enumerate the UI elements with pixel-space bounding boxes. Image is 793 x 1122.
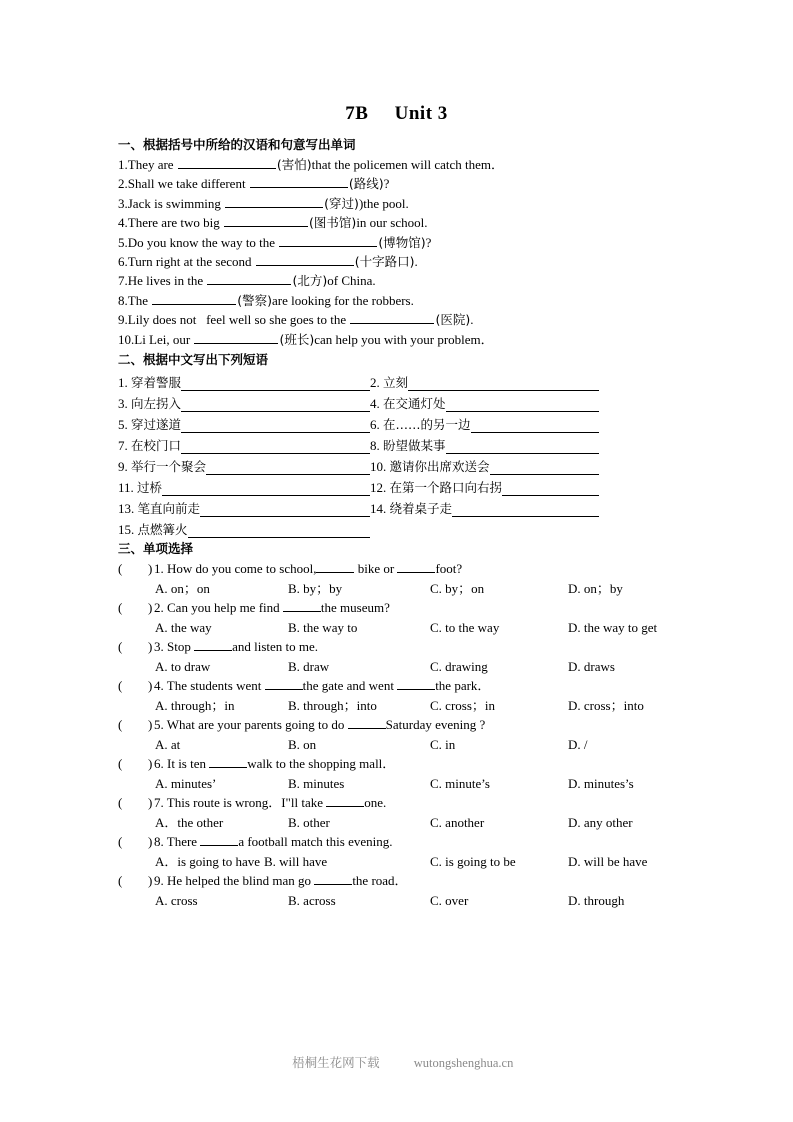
sentence-text-before: 1.They are xyxy=(118,157,177,172)
mc-option[interactable]: D. draws xyxy=(568,658,615,674)
mc-options-row xyxy=(118,813,678,833)
phrase-cell xyxy=(118,500,370,517)
mc-option[interactable]: A. through；in xyxy=(155,697,235,713)
answer-blank[interactable] xyxy=(397,560,435,573)
phrase-chinese-text: 邀请你出席欢送会 xyxy=(389,459,490,475)
mc-question-number: 2. xyxy=(154,600,167,616)
answer-bracket-close[interactable]: ) xyxy=(148,756,153,772)
answer-bracket-open: ( xyxy=(118,639,123,655)
answer-bracket-close[interactable]: ) xyxy=(148,717,153,733)
answer-blank[interactable] xyxy=(194,331,278,344)
sentence-text-after: . xyxy=(470,312,474,328)
phrase-cell xyxy=(370,416,599,433)
chinese-hint: (医院) xyxy=(435,312,471,328)
answer-blank[interactable] xyxy=(471,418,599,433)
answer-blank[interactable] xyxy=(265,677,303,690)
answer-blank[interactable] xyxy=(207,272,291,285)
mc-question xyxy=(118,676,678,696)
mc-question-stem xyxy=(154,754,395,774)
mc-options-row xyxy=(118,891,678,911)
answer-blank[interactable] xyxy=(162,481,370,496)
phrase-cell xyxy=(118,437,370,454)
page-title: 7B Unit 3 xyxy=(345,103,448,124)
mc-option[interactable]: C. over xyxy=(430,892,469,908)
mc-question xyxy=(118,793,678,813)
mc-question-number: 8. xyxy=(154,834,167,850)
phrase-number: 10. xyxy=(370,459,390,475)
phrase-cell xyxy=(370,374,599,391)
answer-blank[interactable] xyxy=(200,833,238,846)
sentence-text-before: 7.He lives in the xyxy=(118,273,207,289)
phrase-chinese-text: 向左拐入 xyxy=(131,396,182,412)
phrase-number: 3. xyxy=(118,396,131,412)
answer-blank[interactable] xyxy=(408,376,599,391)
sentence-text-before: 8.The xyxy=(118,292,152,308)
mc-question-number: 4. xyxy=(154,678,167,694)
answer-blank[interactable] xyxy=(194,638,232,651)
mc-stem-text: the road． xyxy=(352,873,408,889)
mc-question xyxy=(118,832,678,852)
mc-option[interactable]: B. by；by xyxy=(288,580,343,596)
phrase-chinese-text: 绕着桌子走 xyxy=(389,501,453,517)
mc-option[interactable]: B. on xyxy=(288,736,317,752)
mc-question xyxy=(118,871,678,891)
phrase-cell xyxy=(370,437,599,454)
chinese-hint: (穿过) xyxy=(324,195,359,211)
answer-blank[interactable] xyxy=(502,481,599,496)
phrase-chinese-text: 笔直向前走 xyxy=(137,501,201,517)
answer-blank[interactable] xyxy=(181,439,370,454)
fill-blank-item xyxy=(118,310,678,329)
mc-stem-text: bike or xyxy=(354,561,398,577)
mc-stem-text: It is ten xyxy=(167,756,210,772)
phrase-number: 9. xyxy=(118,459,131,475)
chinese-hint: (十字路口) xyxy=(354,254,415,270)
mc-option[interactable]: C. cross；in xyxy=(430,697,496,713)
mc-option[interactable]: D. any other xyxy=(568,814,633,830)
answer-blank[interactable] xyxy=(181,418,370,433)
phrase-number: 14. xyxy=(370,501,390,517)
answer-bracket-close[interactable]: ) xyxy=(148,678,153,694)
answer-bracket-close[interactable]: ) xyxy=(148,639,153,655)
phrase-cell xyxy=(118,521,370,538)
phrase-chinese-text: 立刻 xyxy=(383,375,409,391)
mc-stem-text: the gate and went xyxy=(302,678,398,694)
mc-stem-text: There xyxy=(166,834,201,850)
answer-bracket-open: ( xyxy=(118,717,123,733)
mc-option[interactable]: C. in xyxy=(430,736,456,752)
mc-question-stem xyxy=(154,793,386,813)
mc-question-number: 5. xyxy=(154,717,167,733)
mc-option[interactable]: A. on；on xyxy=(155,580,210,596)
answer-blank[interactable] xyxy=(490,460,599,475)
answer-blank[interactable] xyxy=(316,560,354,573)
phrase-number: 2. xyxy=(370,375,383,391)
phrase-row xyxy=(118,391,678,412)
mc-question-stem xyxy=(154,715,485,735)
mc-question-number: 3. xyxy=(154,639,167,655)
mc-question-number: 1. xyxy=(154,561,167,577)
mc-option[interactable]: C. another xyxy=(430,814,485,830)
footer-url: wutongshenghua.cn xyxy=(413,1056,514,1070)
fill-blank-item xyxy=(118,194,678,213)
answer-blank[interactable] xyxy=(224,214,308,227)
answer-bracket-close[interactable]: ) xyxy=(148,561,153,577)
sentence-text-after: ? xyxy=(383,176,390,192)
mc-question xyxy=(118,637,678,657)
answer-blank[interactable] xyxy=(209,755,247,768)
answer-blank[interactable] xyxy=(452,502,599,517)
mc-option[interactable]: B. will have xyxy=(264,853,328,869)
mc-question-stem xyxy=(154,598,390,618)
mc-option[interactable]: A. cross xyxy=(155,892,198,908)
chinese-hint: (警察) xyxy=(237,292,272,308)
answer-blank[interactable] xyxy=(397,677,435,690)
phrase-chinese-text: 举行一个聚会 xyxy=(131,459,207,475)
sentence-text-before: 2.Shall we take different xyxy=(118,176,249,192)
answer-blank[interactable] xyxy=(350,311,434,324)
mc-stem-text: How do you come to school, xyxy=(167,561,317,577)
mc-question xyxy=(118,715,678,735)
phrase-cell xyxy=(118,374,370,391)
phrase-chinese-text: 在交通灯处 xyxy=(383,396,446,412)
mc-option[interactable]: B. across xyxy=(288,892,336,908)
answer-blank[interactable] xyxy=(446,397,599,412)
fill-blank-item xyxy=(118,233,678,252)
sentence-text-before: 6.Turn right at the second xyxy=(118,254,255,270)
answer-bracket-open: ( xyxy=(118,873,123,889)
phrase-cell xyxy=(370,458,599,475)
fill-blank-item xyxy=(118,330,678,349)
phrase-cell xyxy=(118,479,370,496)
phrase-cell xyxy=(370,395,599,412)
mc-option[interactable]: B. minutes xyxy=(288,775,345,791)
phrase-cell xyxy=(118,458,370,475)
phrase-number: 11. xyxy=(118,480,138,496)
answer-blank[interactable] xyxy=(178,156,276,169)
mc-option[interactable]: A. minutes’ xyxy=(155,775,217,791)
section-three-heading: 三、单项选择 xyxy=(118,541,194,557)
mc-option[interactable]: A. to draw xyxy=(155,658,211,674)
answer-blank[interactable] xyxy=(314,872,352,885)
mc-stem-text: one. xyxy=(364,795,387,811)
mc-question-number: 6. xyxy=(154,756,167,772)
answer-blank[interactable] xyxy=(446,439,599,454)
mc-question-stem xyxy=(154,676,490,696)
answer-bracket-close[interactable]: ) xyxy=(148,795,153,811)
footer-watermark xyxy=(0,1038,793,1086)
phrase-row xyxy=(118,433,678,454)
mc-option[interactable]: A．the other xyxy=(155,814,224,830)
sentence-text-after: . xyxy=(414,254,418,270)
mc-option[interactable]: D. cross；into xyxy=(568,697,644,713)
answer-blank[interactable] xyxy=(225,195,323,208)
phrase-cell xyxy=(370,479,599,496)
answer-bracket-close[interactable]: ) xyxy=(148,873,153,889)
section-one-items xyxy=(118,155,678,349)
sentence-text-before: 3.Jack is swimming xyxy=(118,195,225,211)
mc-option[interactable]: B. through；into xyxy=(288,697,377,713)
mc-stem-text: foot? xyxy=(435,561,463,577)
phrase-row xyxy=(118,517,678,538)
sentence-text-after: in our school. xyxy=(356,215,428,231)
phrase-chinese-text: 穿过遂道 xyxy=(131,417,182,433)
answer-bracket-close[interactable]: ) xyxy=(148,600,153,616)
phrase-number: 7. xyxy=(118,438,131,454)
section-two-heading: 二、根据中文写出下列短语 xyxy=(118,352,269,368)
sentence-text-before: 9.Lily does not feel well so she goes to the xyxy=(118,312,350,328)
answer-bracket-open: ( xyxy=(118,561,123,577)
mc-stem-text: Can you help me find xyxy=(167,600,283,616)
section-three-questions xyxy=(118,559,678,910)
answer-bracket-open: ( xyxy=(118,834,123,850)
mc-option[interactable]: B. draw xyxy=(288,658,330,674)
answer-blank[interactable] xyxy=(256,253,354,266)
sentence-text-after: are looking for the robbers. xyxy=(271,292,414,308)
phrase-chinese-text: 点燃篝火 xyxy=(137,522,188,538)
answer-blank[interactable] xyxy=(188,523,370,538)
answer-bracket-open: ( xyxy=(118,795,123,811)
phrase-chinese-text: 在第一个路口向右拐 xyxy=(389,480,503,496)
mc-option[interactable]: C. minute’s xyxy=(430,775,490,791)
fill-blank-item xyxy=(118,271,678,290)
mc-stem-text: This route is wrong．I"ll take xyxy=(166,795,327,811)
phrase-cell xyxy=(370,500,599,517)
mc-question-stem xyxy=(154,637,318,657)
mc-question-stem xyxy=(154,832,392,852)
section-two-rows xyxy=(118,370,678,538)
sentence-text-after: of China. xyxy=(327,273,376,289)
mc-options-row xyxy=(118,696,678,716)
mc-question-number: 9. xyxy=(154,873,167,889)
answer-blank[interactable] xyxy=(250,175,348,188)
phrase-cell xyxy=(118,416,370,433)
phrase-row xyxy=(118,496,678,517)
answer-blank[interactable] xyxy=(181,376,370,391)
mc-option[interactable]: D. / xyxy=(568,736,588,752)
mc-stem-text: the museum? xyxy=(320,600,390,616)
phrase-row xyxy=(118,475,678,496)
mc-stem-text: the park． xyxy=(435,678,491,694)
section-one-heading: 一、根据括号中所给的汉语和句意写出单词 xyxy=(118,137,356,152)
answer-blank[interactable] xyxy=(348,716,386,729)
mc-option[interactable]: A．is going to have xyxy=(155,853,261,869)
fill-blank-item xyxy=(118,213,678,232)
mc-question xyxy=(118,598,678,618)
mc-stem-text: a football match this evening. xyxy=(238,834,393,850)
answer-bracket-open: ( xyxy=(118,600,123,616)
mc-option[interactable]: C. by；on xyxy=(430,580,485,596)
mc-option[interactable]: D. the way to get xyxy=(568,619,658,635)
mc-option[interactable]: D. minutes’s xyxy=(568,775,634,791)
phrase-number: 12. xyxy=(370,480,390,496)
mc-question-stem xyxy=(154,559,462,579)
mc-stem-text: Saturday evening ? xyxy=(385,717,486,733)
phrase-number: 8. xyxy=(370,438,383,454)
answer-bracket-close[interactable]: ) xyxy=(148,834,153,850)
fill-blank-item xyxy=(118,252,678,271)
mc-option[interactable]: C. to the way xyxy=(430,619,500,635)
answer-blank[interactable] xyxy=(326,794,364,807)
chinese-hint: (北方) xyxy=(292,273,328,289)
mc-question-stem xyxy=(154,871,408,891)
phrase-number: 1. xyxy=(118,375,131,391)
mc-option[interactable]: D. will be have xyxy=(568,853,648,869)
phrase-row xyxy=(118,370,678,391)
answer-blank[interactable] xyxy=(283,599,321,612)
mc-question xyxy=(118,754,678,774)
chinese-hint: (害怕) xyxy=(276,157,312,172)
mc-option[interactable]: A. at xyxy=(155,736,181,752)
answer-blank[interactable] xyxy=(152,292,236,305)
phrase-chinese-text: 在校门口 xyxy=(131,438,182,454)
mc-stem-text: The students went xyxy=(166,678,265,694)
footer-site-name: 梧桐生花网下载 xyxy=(292,1055,380,1070)
phrase-row xyxy=(118,454,678,475)
fill-blank-item xyxy=(118,155,678,174)
mc-stem-text: He helped the blind man go xyxy=(167,873,315,889)
mc-option[interactable]: D. on；by xyxy=(568,580,623,596)
sentence-text-after: )the pool. xyxy=(358,195,409,211)
mc-options-row xyxy=(118,774,678,794)
sentence-text-after: that the policemen will catch them． xyxy=(311,157,505,172)
chinese-hint: (博物馆) xyxy=(378,234,426,250)
fill-blank-item xyxy=(118,291,678,310)
phrase-row xyxy=(118,412,678,433)
fill-blank-item xyxy=(118,174,678,193)
answer-blank[interactable] xyxy=(279,234,377,247)
mc-options-row xyxy=(118,657,678,677)
phrase-chinese-text: 穿着警服 xyxy=(131,375,182,391)
sentence-text-after: ? xyxy=(425,234,432,250)
mc-option[interactable]: B. other xyxy=(288,814,330,830)
mc-question-number: 7. xyxy=(154,795,167,811)
chinese-hint: (班长) xyxy=(279,331,315,347)
mc-option[interactable]: A. the way xyxy=(155,619,212,635)
mc-stem-text: walk to the shopping mall． xyxy=(247,756,396,772)
phrase-chinese-text: 盼望做某事 xyxy=(383,438,446,454)
worksheet-content xyxy=(118,136,678,910)
chinese-hint: (路线) xyxy=(348,176,384,192)
mc-option[interactable]: C. is going to be xyxy=(430,853,516,869)
answer-bracket-open: ( xyxy=(118,678,123,694)
phrase-number: 4. xyxy=(370,396,383,412)
sentence-text-after: can help you with your problem． xyxy=(314,331,494,347)
phrase-chinese-text: 过桥 xyxy=(137,480,163,496)
phrase-number: 15. xyxy=(118,522,138,538)
mc-option[interactable]: D. through xyxy=(568,892,625,908)
mc-stem-text: What are your parents going to do xyxy=(166,717,348,733)
answer-bracket-open: ( xyxy=(118,756,123,772)
phrase-cell xyxy=(118,395,370,412)
chinese-hint: (图书馆) xyxy=(309,215,357,231)
phrase-number: 13. xyxy=(118,501,138,517)
answer-blank[interactable] xyxy=(181,397,370,412)
phrase-number: 5. xyxy=(118,417,131,433)
mc-options-row xyxy=(118,618,678,638)
sentence-text-before: 4.There are two big xyxy=(118,215,224,231)
mc-stem-text: Stop xyxy=(167,639,195,655)
answer-blank[interactable] xyxy=(200,502,370,517)
mc-options-row xyxy=(118,735,678,755)
mc-stem-text: and listen to me. xyxy=(232,639,319,655)
phrase-number: 6. xyxy=(370,417,383,433)
sentence-text-before: 5.Do you know the way to the xyxy=(118,234,279,250)
mc-question xyxy=(118,559,678,579)
mc-options-row xyxy=(118,579,678,599)
mc-option[interactable]: C. drawing xyxy=(430,658,488,674)
mc-options-row xyxy=(118,852,678,872)
phrase-chinese-text: 在……的另一边 xyxy=(383,417,471,433)
answer-blank[interactable] xyxy=(206,460,370,475)
mc-option[interactable]: B. the way to xyxy=(288,619,358,635)
sentence-text-before: 10.Li Lei, our xyxy=(118,331,194,347)
